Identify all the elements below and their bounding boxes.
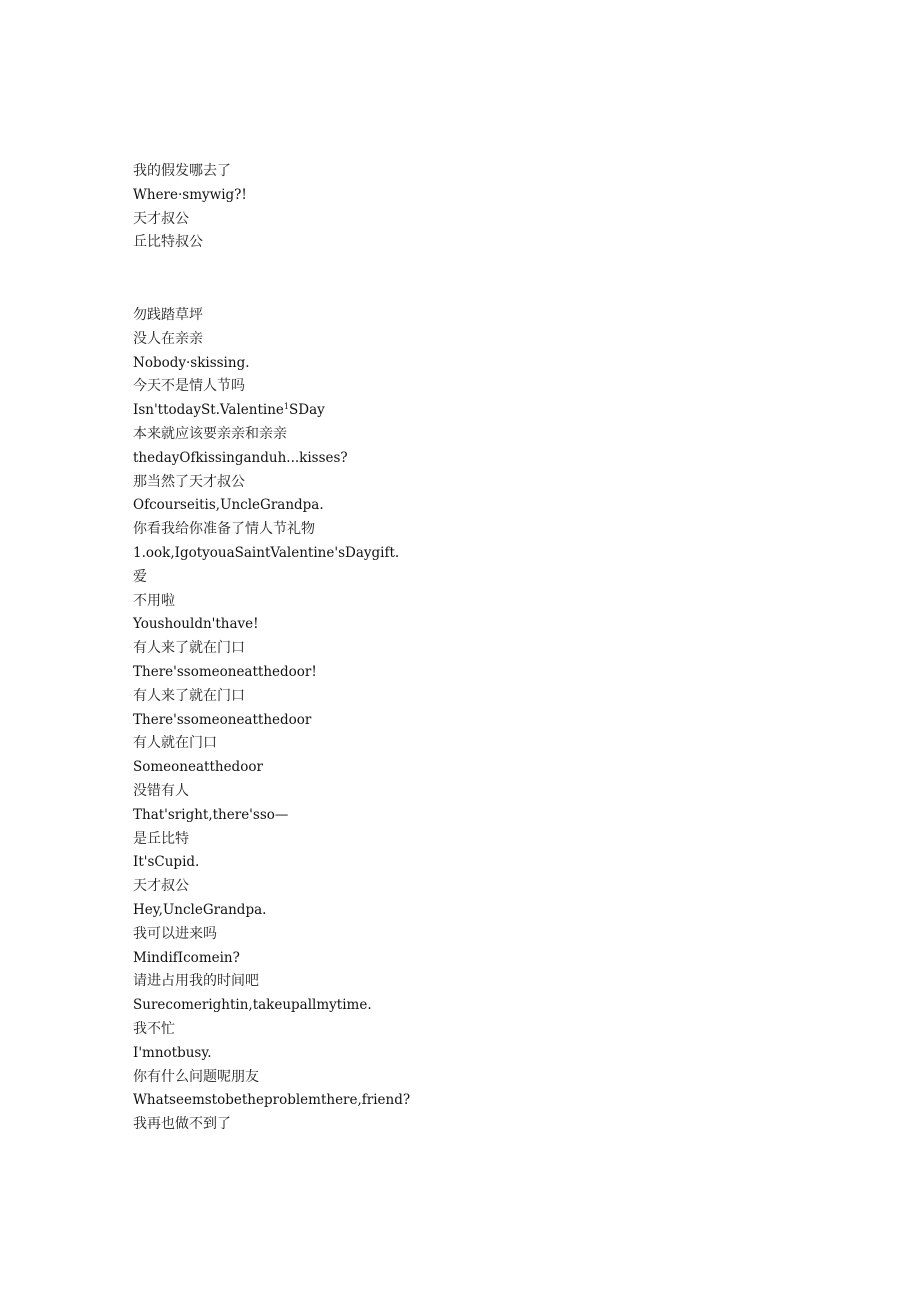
transcript-line: I'mnotbusy. <box>133 1044 212 1061</box>
transcript-line: There'ssomeoneatthedoor <box>133 711 312 728</box>
line-text: Isn'ttodaySt.Valentine <box>133 402 284 419</box>
transcript-line: Youshouldn'thave! <box>133 616 259 633</box>
transcript-line: 我的假发哪去了 <box>133 163 231 179</box>
transcript-line: 是丘比特 <box>133 830 189 847</box>
transcript-line: 丘比特叔公 <box>133 234 203 251</box>
transcript-line: 1.ook,IgotyouaSaintValentine'sDaygift. <box>133 544 400 561</box>
transcript-line: Ofcourseitis,UncleGrandpa. <box>133 497 324 514</box>
superscript-mark: 1 <box>283 402 290 412</box>
transcript-line: Hey,UncleGrandpa. <box>133 901 267 918</box>
transcript-line: 有人就在门口 <box>133 735 217 752</box>
transcript-line: 本来就应该要亲亲和亲亲 <box>133 425 287 442</box>
transcript-line: 有人来了就在门口 <box>133 687 245 704</box>
transcript-line: 爱 <box>133 568 147 585</box>
transcript-line: thedayOfkissinganduh...kisses? <box>133 449 348 466</box>
transcript-line: That'sright,there'sso— <box>133 806 289 823</box>
transcript-line: MindifIcomein? <box>133 949 240 966</box>
line-text-tail: SDay <box>289 402 325 419</box>
transcript-line: Surecomerightin,takeupallmytime. <box>133 997 372 1014</box>
transcript-line: 勿践踏草坪 <box>133 307 203 323</box>
transcript-line: Whatseemstobetheproblemthere,friend? <box>133 1092 411 1109</box>
transcript-line: 没人在亲亲 <box>133 330 203 347</box>
transcript-line: Where·smywig?! <box>133 186 247 203</box>
transcript-line: 今天不是情人节吗 <box>133 378 245 395</box>
transcript-line: 有人来了就在门口 <box>133 640 245 657</box>
transcript-line: 天才叔公 <box>133 878 189 895</box>
transcript-line: 我可以进来吗 <box>133 925 217 942</box>
transcript-line: Nobody·skissing. <box>133 354 250 371</box>
transcript-line: 请进占用我的时间吧 <box>133 973 259 990</box>
transcript-line: Someoneatthedoor <box>133 759 263 776</box>
transcript-line: 那当然了天才叔公 <box>133 473 245 490</box>
transcript-line: 没错有人 <box>133 782 189 799</box>
transcript-line: 你看我给你准备了情人节礼物 <box>133 521 315 538</box>
transcript-line: There'ssomeoneatthedoor! <box>133 663 317 680</box>
transcript-line: 我不忙 <box>133 1020 175 1037</box>
transcript-line: It'sCupid. <box>133 854 200 871</box>
transcript-block-top <box>133 160 247 255</box>
transcript-line <box>133 399 410 423</box>
transcript-line: 天才叔公 <box>133 210 189 227</box>
transcript-line: 我再也做不到了 <box>133 1116 231 1133</box>
transcript-block-main <box>133 304 410 1137</box>
transcript-line: 你有什么问题呢朋友 <box>133 1068 259 1085</box>
transcript-line: 不用啦 <box>133 592 175 609</box>
